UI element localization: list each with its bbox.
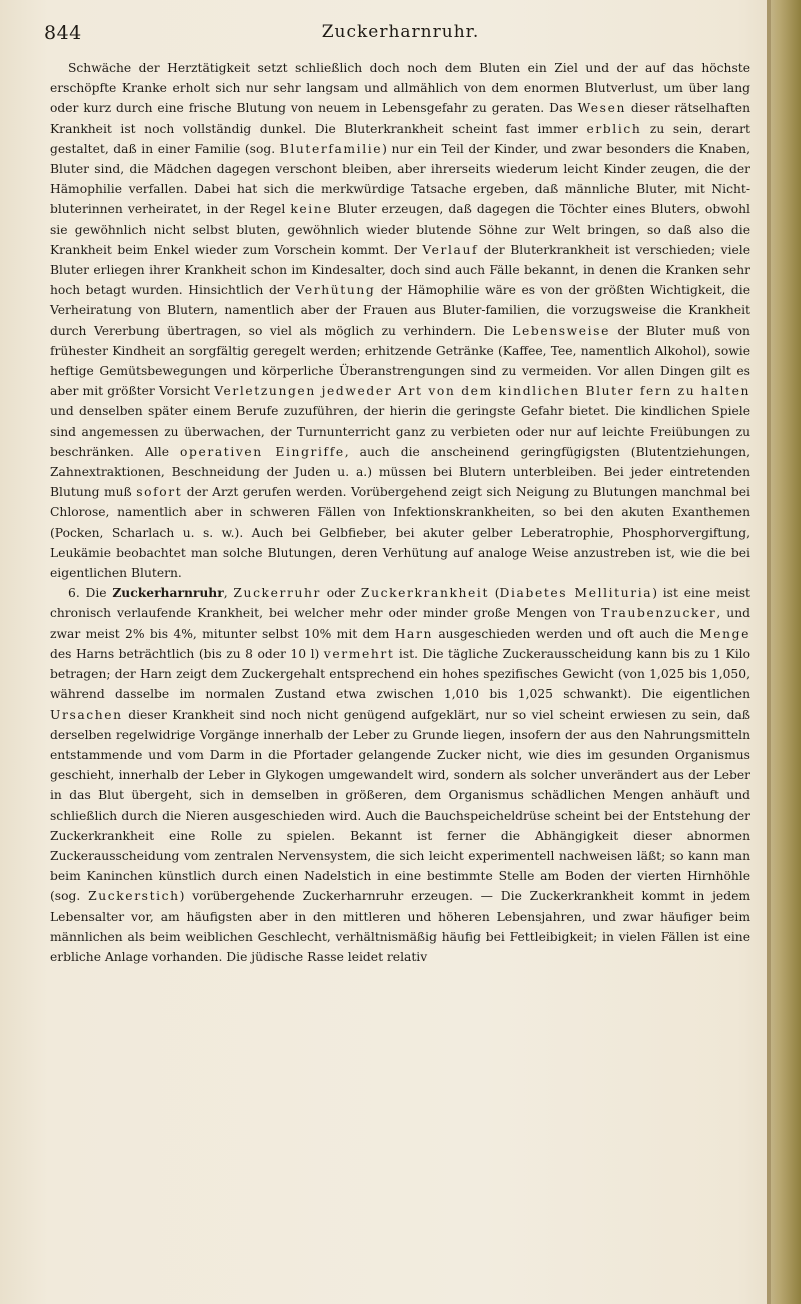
spaced-emphasis: Harn bbox=[394, 626, 433, 641]
bold-term: Zuckerharnruhr bbox=[112, 585, 224, 601]
text-run: oder bbox=[320, 586, 361, 601]
text-run: Schwäche der Herztätigkeit setzt schließlich doch noch dem Bluten ein Ziel und der auf das höchste erschöpfte Kranke erholt sich nur sehr langsam und allmählich von dem enormen Blutverlust, um über lang oder kurz durch eine frische Blutung von neuem in Lebensgefahr zu geraten. Das bbox=[50, 61, 750, 116]
page-header bbox=[44, 22, 757, 52]
spaced-emphasis: operativen Eingriffe bbox=[180, 444, 345, 459]
text-run: ausgeschieden werden und oft auch die bbox=[432, 626, 700, 641]
paragraph bbox=[50, 583, 750, 967]
spaced-emphasis: Verhütung bbox=[295, 283, 376, 298]
spaced-emphasis: Verlauf bbox=[422, 242, 479, 257]
spaced-emphasis: Ursachen bbox=[50, 707, 123, 722]
spaced-emphasis: Verletzungen jedweder Art von dem kindlichen Bluter fern zu halten bbox=[214, 384, 750, 399]
text-run: , und zwar meist 2% bis 4%, mitunter selbst 10% mit dem bbox=[50, 606, 750, 641]
text-run: Bluter erzeugen, daß dagegen die Töchter eines Bluters, obwohl sie gewöhnlich nicht selbst bluten, gewöhnlich wieder blutende Söhne zur Welt bringen, so daß also die Krankheit beim Enkel wieder zum Vorschein kommt. Der bbox=[50, 202, 750, 257]
running-head: Zuckerharnruhr. bbox=[321, 22, 480, 42]
text-run: , auch die anscheinend geringfügigsten (Blutentziehungen, Zahnextraktionen, Beschneidung der Juden u. a.) müssen bei Blutern unterbleiben. Bei jeder eintretenden Blutung muß bbox=[50, 444, 750, 500]
spaced-emphasis: sofort bbox=[136, 485, 183, 500]
spaced-emphasis: Traubenzucker bbox=[601, 606, 717, 621]
text-run: , bbox=[223, 586, 234, 601]
body-text bbox=[50, 58, 750, 967]
text-run: des Harns beträchtlich (bis zu 8 oder 10 l) bbox=[50, 646, 324, 661]
spaced-emphasis: Bluterfamilie bbox=[279, 141, 383, 156]
text-run: der Hämophilie wäre es von der größten Wichtigkeit, die Verheiratung von Blutern, namentlich aber der Frauen aus Bluter-familien, die vorzugsweise die Krankheit durch Vererbung übertragen, so viel als möglich zu verhindern. Die bbox=[50, 283, 750, 338]
page-number: 844 bbox=[44, 22, 82, 44]
text-run: der Arzt gerufen werden. Vorübergehend zeigt sich Neigung zu Blutungen manchmal bei Chlorose, namentlich aber in schweren Fällen von Infektionskrankheiten, so bei den akuten Exanthemen (Pocken, Scharlach u. s. w.). Auch bei Gelbfieber, bei akuter gelber Leberatrophie, Phosphorvergiftung, Leukämie beobachtet man solche Blutungen, deren Verhütung auf analoge Weise anzustreben ist, wie die bei eigentlichen Blutern. bbox=[50, 485, 750, 581]
text-run: ( bbox=[488, 586, 500, 601]
spaced-emphasis: Diabetes Mellituria bbox=[499, 586, 653, 601]
spaced-emphasis: Zuckerkrankheit bbox=[360, 586, 489, 601]
text-run: dieser Krankheit sind noch nicht genügend aufgeklärt, nur so viel scheint erwiesen zu sein, daß derselben regelwidrige Vorgänge innerhalb der Leber zu Grunde liegen, insofern der aus den Nahrungsmitteln entstammende und vom Darm in die Pfortader gelangende Zucker nicht, wie dies im gesunden Organismus geschieht, innerhalb der Leber in Glykogen umgewandelt wird, sondern als solcher unverändert aus der Leber in das Blut übergeht, sich in demselben in größeren, dem Organismus schädlichen Mengen anhäuft und schließlich durch die Nieren ausgeschieden wird. Auch die Bauchspeicheldrüse scheint bei der Entstehung der Zuckerkrankheit eine Rolle zu spielen. Bekannt ist ferner die Abhängigkeit dieser abnormen Zuckerausscheidung vom zentralen Nervensystem, die sich leicht experimentell nachweisen läßt; so kann man beim Kaninchen künstlich durch einen Nadelstich in eine bestimmte Stelle am Boden der vierten Hirnhöhle (sog. bbox=[50, 707, 750, 904]
text-run: ) ist eine meist chronisch verlaufende Krankheit, bei welcher mehr oder minder große Mengen von bbox=[50, 586, 750, 621]
spaced-emphasis: Lebensweise bbox=[512, 323, 610, 338]
paragraph bbox=[50, 58, 750, 583]
spaced-emphasis: keine bbox=[290, 202, 333, 217]
text-run: und denselben später einem Berufe zuzuführen, der hierin die geringste Gefahr bietet. Die kindlichen Spiele sind angemessen zu überwachen, der Turnunterricht ganz zu verbieten oder nur auf leichte Freiübungen zu beschränken. Alle bbox=[50, 404, 750, 459]
text-run: dieser rätselhaften Krankheit ist noch vollständig dunkel. Die Bluterkrankheit scheint fast immer bbox=[50, 101, 751, 136]
spaced-emphasis: Menge bbox=[699, 626, 751, 641]
text-run: ) vorübergehende Zuckerharnruhr erzeugen. — Die Zuckerkrankheit kommt in jedem Lebensalter vor, am häufigsten aber in den mittleren und höheren Lebensjahren, und zwar häufiger beim männlichen als beim weiblichen Geschlecht, verhältnismäßig häufig bei Fettleibigkeit; in vielen Fällen ist eine erbliche Anlage vorhanden. Die jüdische Rasse leidet relativ bbox=[50, 889, 751, 964]
text-run: ) nur ein Teil der Kinder, und zwar besonders die Knaben, Bluter sind, die Mädchen dagegen verschont bleiben, aber ihrerseits wiederum leicht Kinder zeugen, die der Hämophilie verfallen. Dabei hat sich die merkwürdige Tatsache ergeben, daß männliche Bluter, mit Nicht-bluterinnen verheiratet, in der Regel bbox=[50, 141, 750, 217]
text-run: ist. Die tägliche Zuckerausscheidung kann bis zu 1 Kilo betragen; der Harn zeigt dem Zuckergehalt entsprechend ein hohes spezifisches Gewicht (von 1,025 bis 1,050, während dasselbe im normalen Zustand etwa zwischen 1,010 bis 1,025 schwankt). Die eigentlichen bbox=[50, 646, 750, 702]
spaced-emphasis: Zuckerruhr bbox=[233, 586, 321, 601]
text-run: zu sein, derart gestaltet, daß in einer Familie (sog. bbox=[50, 121, 751, 156]
text-run: der Bluter muß von frühester Kindheit an sorgfältig geregelt werden; erhitzende Getränke (Kaffee, Tee, namentlich Alkohol), sowie heftige Gemütsbewegungen und körperliche Überanstrengungen sind zu vermeiden. Vor allen Dingen gilt es aber mit größter Vorsicht bbox=[50, 323, 750, 399]
spaced-emphasis: vermehrt bbox=[323, 646, 395, 661]
text-run: 6. Die bbox=[68, 586, 113, 601]
spaced-emphasis: Wesen bbox=[577, 101, 626, 116]
spaced-emphasis: Zuckerstich bbox=[88, 889, 180, 904]
spaced-emphasis: erblich bbox=[586, 121, 642, 136]
page-edge bbox=[767, 0, 801, 1304]
text-run: der Bluterkrankheit ist verschieden; viele Bluter erliegen ihrer Krankheit schon im Kindesalter, doch sind auch Fälle bekannt, in denen die Kranken sehr hoch betagt wurden. Hinsichtlich der bbox=[50, 242, 750, 298]
